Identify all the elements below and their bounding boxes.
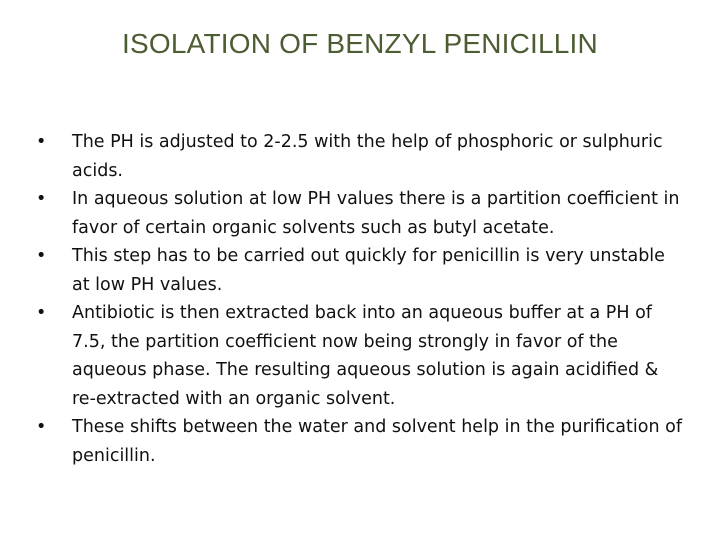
bullet-glyph: • xyxy=(36,132,47,152)
bullet-glyph: • xyxy=(36,189,47,209)
bullet-item xyxy=(36,242,686,299)
bullet-text: Antibiotic is then extracted back into an aqueous buffer at a PH of 7.5, the partition coefficient now being strongly in favor of the aqueous phase. The resulting aqueous solution is again acidified & re-extracted with an organic solvent. xyxy=(72,303,659,409)
bullet-item xyxy=(36,299,686,413)
bullet-text: In aqueous solution at low PH values there is a partition coefficient in favor of certain organic solvents such as butyl acetate. xyxy=(72,189,680,238)
slide-title: ISOLATION OF BENZYL PENICILLIN xyxy=(122,28,598,59)
bullet-glyph: • xyxy=(36,417,47,437)
bullet-text: This step has to be carried out quickly for penicillin is very unstable at low PH values. xyxy=(72,246,665,295)
bullet-item xyxy=(36,185,686,242)
bullet-item xyxy=(36,128,686,185)
bullet-text: These shifts between the water and solvent help in the purification of penicillin. xyxy=(72,417,682,466)
bullet-text: The PH is adjusted to 2-2.5 with the help of phosphoric or sulphuric acids. xyxy=(72,132,663,181)
bullet-glyph: • xyxy=(36,303,47,323)
bullet-item xyxy=(36,413,686,470)
bullet-list xyxy=(36,128,686,470)
bullet-glyph: • xyxy=(36,246,47,266)
